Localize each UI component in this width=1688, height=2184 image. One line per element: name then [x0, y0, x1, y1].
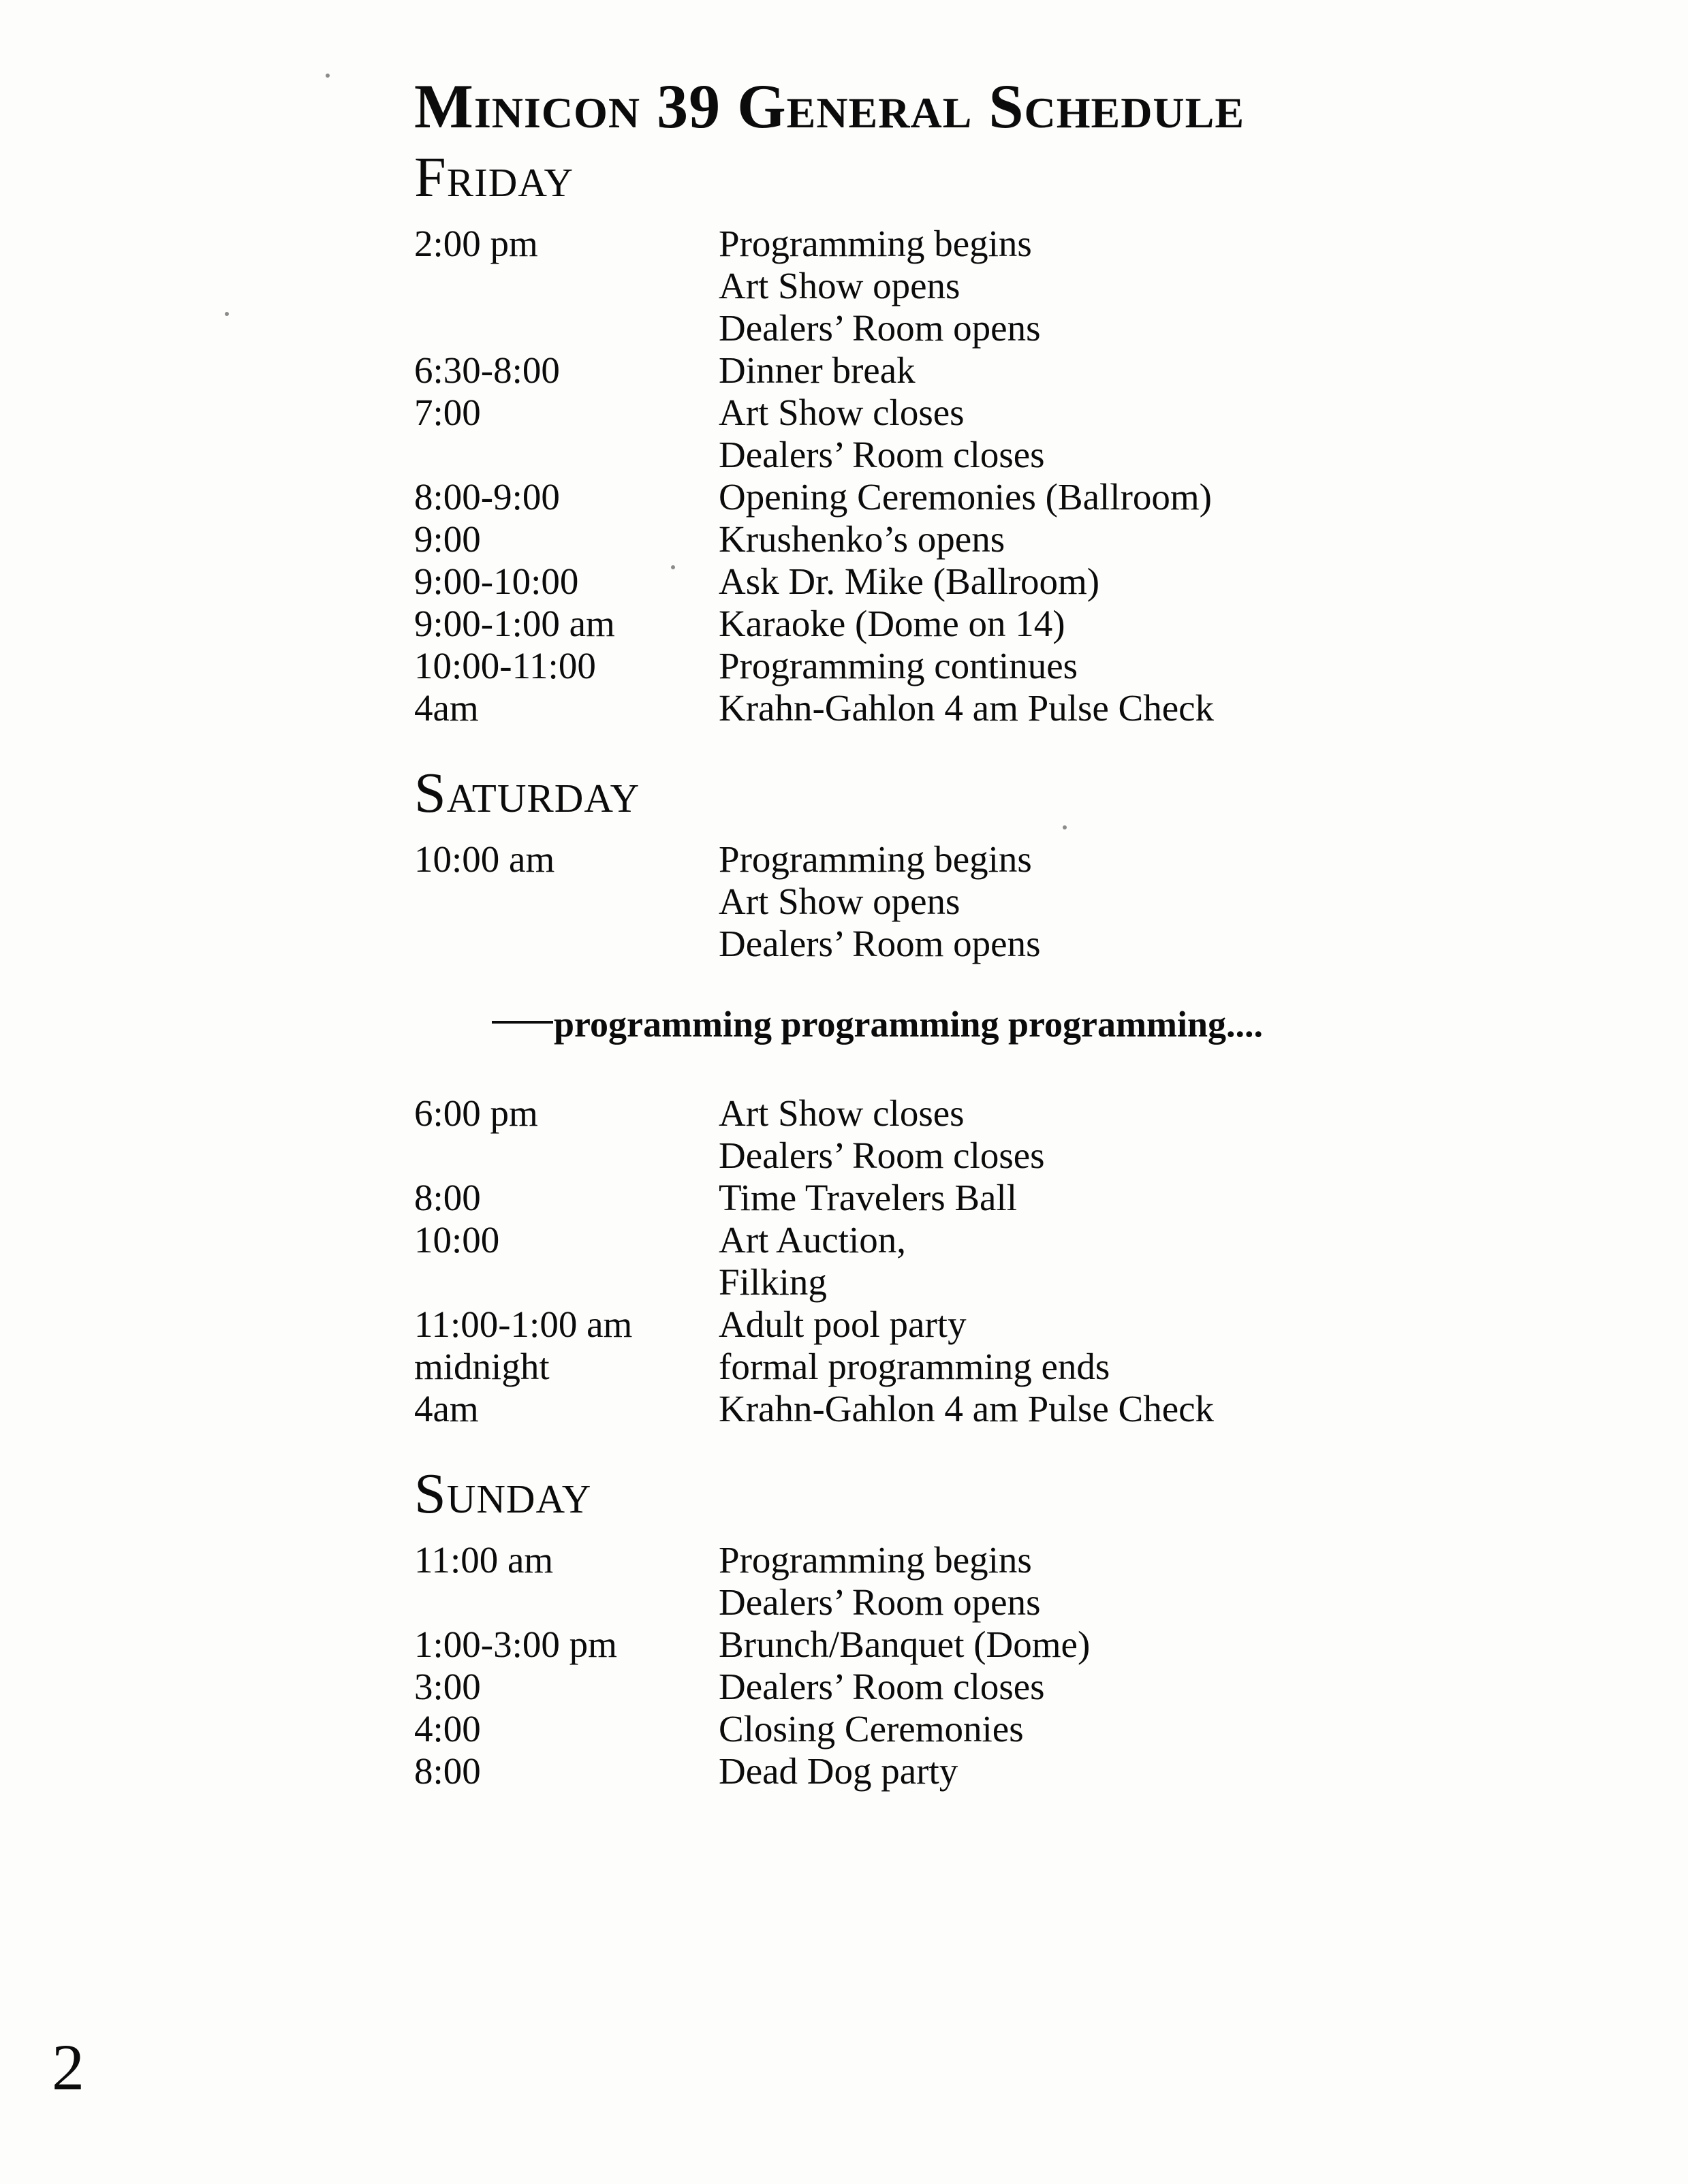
- time-cell: midnight: [414, 1345, 550, 1387]
- time-cell: [414, 1261, 719, 1303]
- schedule-row: [414, 603, 1341, 645]
- scan-speck: [225, 312, 229, 316]
- time-cell: 2:00 pm: [414, 222, 538, 264]
- friday-section: [414, 145, 1341, 729]
- day-heading-sunday: Sunday: [414, 1461, 592, 1525]
- schedule-row: [414, 923, 1341, 965]
- time-cell: 8:00: [414, 1750, 481, 1792]
- event-cell: Programming continues: [719, 644, 1078, 686]
- event-cell: Dealers’ Room closes: [719, 1134, 1045, 1176]
- schedule-row: [414, 1624, 1341, 1666]
- schedule-row: [414, 645, 1341, 687]
- dash-line: [492, 1021, 553, 1024]
- time-cell: [414, 265, 719, 307]
- event-cell: Brunch/Banquet (Dome): [719, 1623, 1091, 1665]
- event-cell: Filking: [719, 1261, 827, 1303]
- time-cell: 10:00 am: [414, 838, 555, 880]
- time-cell: [414, 307, 719, 349]
- scan-speck: [326, 74, 330, 78]
- event-cell: Programming begins: [719, 222, 1032, 264]
- time-cell: 3:00: [414, 1665, 481, 1707]
- day-heading-saturday: Saturday: [414, 761, 640, 825]
- event-cell: Dinner break: [719, 349, 916, 391]
- event-cell: Dealers’ Room opens: [719, 1581, 1041, 1623]
- schedule-row: [414, 1261, 1341, 1303]
- schedule-row: [414, 223, 1341, 265]
- time-cell: [414, 434, 719, 476]
- time-cell: 1:00-3:00 pm: [414, 1623, 617, 1665]
- schedule-row: [414, 560, 1341, 603]
- schedule-row: [414, 392, 1341, 434]
- time-cell: 9:00-10:00: [414, 560, 579, 602]
- programming-interlude: [414, 1004, 1341, 1045]
- time-cell: 11:00-1:00 am: [414, 1303, 633, 1345]
- time-cell: 4:00: [414, 1707, 481, 1750]
- time-cell: [414, 923, 719, 965]
- schedule-row: [414, 265, 1341, 307]
- schedule-row: [414, 1750, 1341, 1792]
- time-cell: 4am: [414, 1387, 479, 1429]
- time-cell: 7:00: [414, 391, 481, 433]
- page-content: [414, 74, 1341, 1792]
- interlude-text: programming programming programming....: [554, 1003, 1263, 1045]
- time-cell: [414, 1581, 719, 1624]
- event-cell: Krahn-Gahlon 4 am Pulse Check: [719, 686, 1215, 729]
- page-number: 2: [52, 2031, 84, 2104]
- schedule-row: [414, 349, 1341, 392]
- event-cell: formal programming ends: [719, 1345, 1110, 1387]
- event-cell: Dealers’ Room closes: [719, 433, 1045, 475]
- event-cell: Adult pool party: [719, 1303, 967, 1345]
- schedule-row: [414, 1388, 1341, 1430]
- time-cell: 6:00 pm: [414, 1092, 538, 1134]
- saturday-section: [414, 761, 1341, 1430]
- schedule-row: [414, 1581, 1341, 1624]
- event-cell: Art Show opens: [719, 264, 960, 306]
- schedule-row: [414, 1666, 1341, 1708]
- schedule-row: [414, 687, 1341, 729]
- schedule-row: [414, 1177, 1341, 1219]
- schedule-row: [414, 1346, 1341, 1388]
- schedule-row: [414, 1708, 1341, 1750]
- page-title: Minicon 39 General Schedule: [414, 72, 1245, 141]
- time-cell: 8:00-9:00: [414, 475, 560, 518]
- event-cell: Time Travelers Ball: [719, 1176, 1018, 1218]
- event-cell: Karaoke (Dome on 14): [719, 602, 1065, 644]
- event-cell: Opening Ceremonies (Ballroom): [719, 475, 1212, 518]
- time-cell: 6:30-8:00: [414, 349, 560, 391]
- event-cell: Programming begins: [719, 1538, 1032, 1581]
- event-cell: Art Show opens: [719, 880, 960, 922]
- event-cell: Art Auction,: [719, 1218, 906, 1261]
- event-cell: Krahn-Gahlon 4 am Pulse Check: [719, 1387, 1215, 1429]
- time-cell: 8:00: [414, 1176, 481, 1218]
- time-cell: 9:00: [414, 518, 481, 560]
- event-cell: Dead Dog party: [719, 1750, 958, 1792]
- event-cell: Dealers’ Room closes: [719, 1665, 1045, 1707]
- schedule-row: [414, 838, 1341, 881]
- sunday-section: [414, 1461, 1341, 1792]
- event-cell: Dealers’ Room opens: [719, 922, 1041, 964]
- schedule-row: [414, 1303, 1341, 1346]
- time-cell: 10:00-11:00: [414, 644, 596, 686]
- schedule-row: [414, 518, 1341, 560]
- event-cell: Ask Dr. Mike (Ballroom): [719, 560, 1100, 602]
- event-cell: Art Show closes: [719, 1092, 965, 1134]
- schedule-row: [414, 1135, 1341, 1177]
- schedule-row: [414, 1539, 1341, 1581]
- time-cell: [414, 1135, 719, 1177]
- schedule-row: [414, 476, 1341, 518]
- time-cell: 4am: [414, 686, 479, 729]
- event-cell: Art Show closes: [719, 391, 965, 433]
- schedule-row: [414, 1219, 1341, 1261]
- event-cell: Dealers’ Room opens: [719, 306, 1041, 349]
- event-cell: Krushenko’s opens: [719, 518, 1005, 560]
- time-cell: 11:00 am: [414, 1538, 554, 1581]
- schedule-row: [414, 881, 1341, 923]
- event-cell: Programming begins: [719, 838, 1032, 880]
- day-heading-friday: Friday: [414, 145, 574, 209]
- time-cell: 9:00-1:00 am: [414, 602, 615, 644]
- schedule-row: [414, 307, 1341, 349]
- time-cell: [414, 881, 719, 923]
- schedule-row: [414, 434, 1341, 476]
- schedule-row: [414, 1092, 1341, 1135]
- event-cell: Closing Ceremonies: [719, 1707, 1024, 1750]
- time-cell: 10:00: [414, 1218, 500, 1261]
